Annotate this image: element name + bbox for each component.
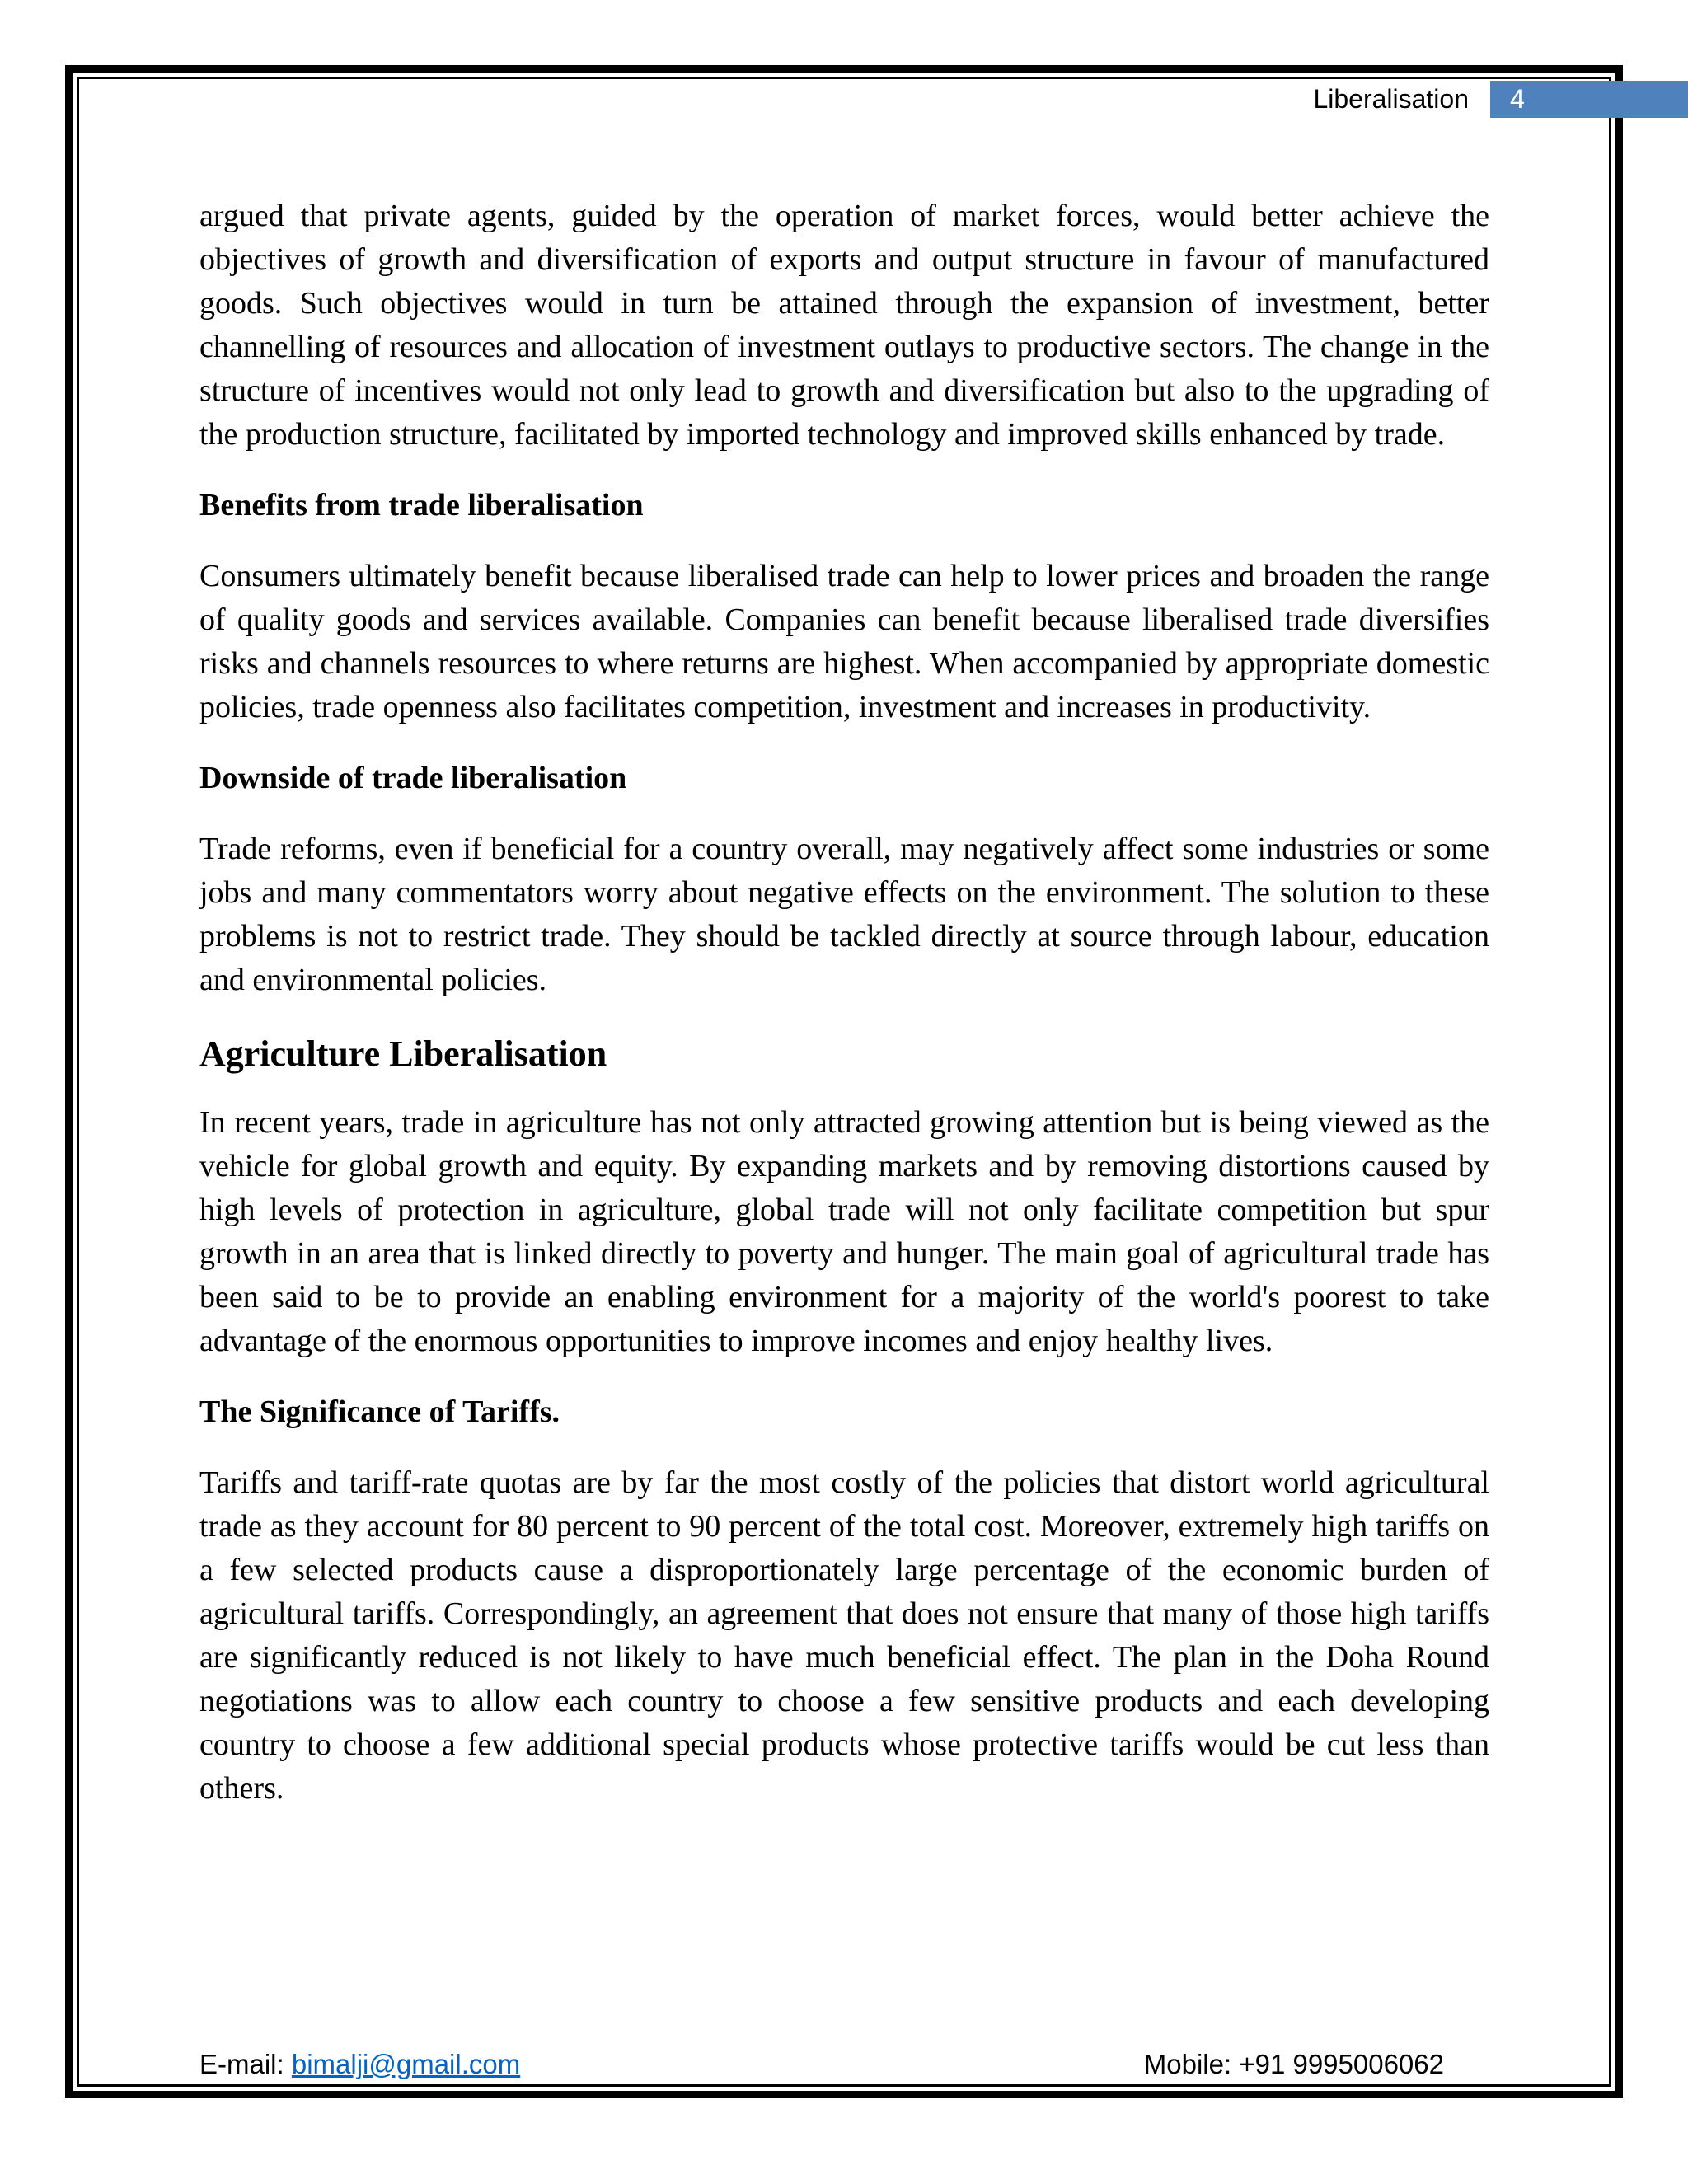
agriculture-paragraph: In recent years, trade in agriculture has not only attracted growing attention but is being viewed as the vehicle for global growth and equity. By expanding markets and by removing distortions caused by high levels of protection in agriculture, global trade will not only facilitate competition but spur growth in an area that is linked directly to poverty and hunger. The main goal of agricultural trade has been said to be to provide an enabling environment for a majority of the world's poorest to take advantage of the enormous opportunities to improve incomes and enjoy healthy lives.	[199, 1105, 1489, 1358]
downside-heading: Downside of trade liberalisation	[199, 761, 627, 795]
tariffs-paragraph: Tariffs and tariff-rate quotas are by far the most costly of the policies that distort world agricultural trade as they account for 80 percent to 90 percent of the total cost. Moreover, extremely high tariffs on a few selected products cause a disproportionately large percentage of the economic burden of agricultural tariffs. Correspondingly, an agreement that does not ensure that many of those high tariffs are significantly reduced is not likely to have much beneficial effect. The plan in the Doha Round negotiations was to allow each country to choose a few sensitive products and each developing country to choose a few additional special products whose protective tariffs would be cut less than others.	[199, 1465, 1489, 1806]
header-title: Liberalisation	[1313, 84, 1469, 114]
document-body	[199, 194, 1489, 1838]
benefits-paragraph: Consumers ultimately benefit because liberalised trade can help to lower prices and broaden the range of quality goods and services available. Companies can benefit because liberalised trade diversifies risks and channels resources to where returns are highest. When accompanied by appropriate domestic policies, trade openness also facilitates competition, investment and increases in productivity.	[199, 559, 1489, 724]
page-number: 4	[1510, 84, 1525, 114]
downside-paragraph: Trade reforms, even if beneficial for a country overall, may negatively affect some industries or some jobs and many commentators worry about negative effects on the environment. The solution to these problems is not to restrict trade. They should be tackled directly at source through labour, education and environmental policies.	[199, 832, 1489, 997]
benefits-heading: Benefits from trade liberalisation	[199, 488, 644, 523]
footer-mobile: Mobile: +91 9995006062	[1143, 2049, 1444, 2079]
footer-email	[199, 2047, 520, 2082]
email-label: E-mail:	[199, 2049, 292, 2079]
intro-paragraph: argued that private agents, guided by the operation of market forces, would better achieve the objectives of growth and diversification of exports and output structure in favour of manufactured goods. Such objectives would in turn be attained through the expansion of investment, better channelling of resources and allocation of investment outlays to productive sectors. The change in the structure of incentives would not only lead to growth and diversification but also to the upgrading of the production structure, facilitated by imported technology and improved skills enhanced by trade.	[199, 199, 1489, 452]
agriculture-heading: Agriculture Liberalisation	[199, 1033, 607, 1074]
email-link[interactable]: bimalji@gmail.com	[291, 2049, 521, 2079]
tariffs-heading: The Significance of Tariffs.	[199, 1394, 560, 1429]
